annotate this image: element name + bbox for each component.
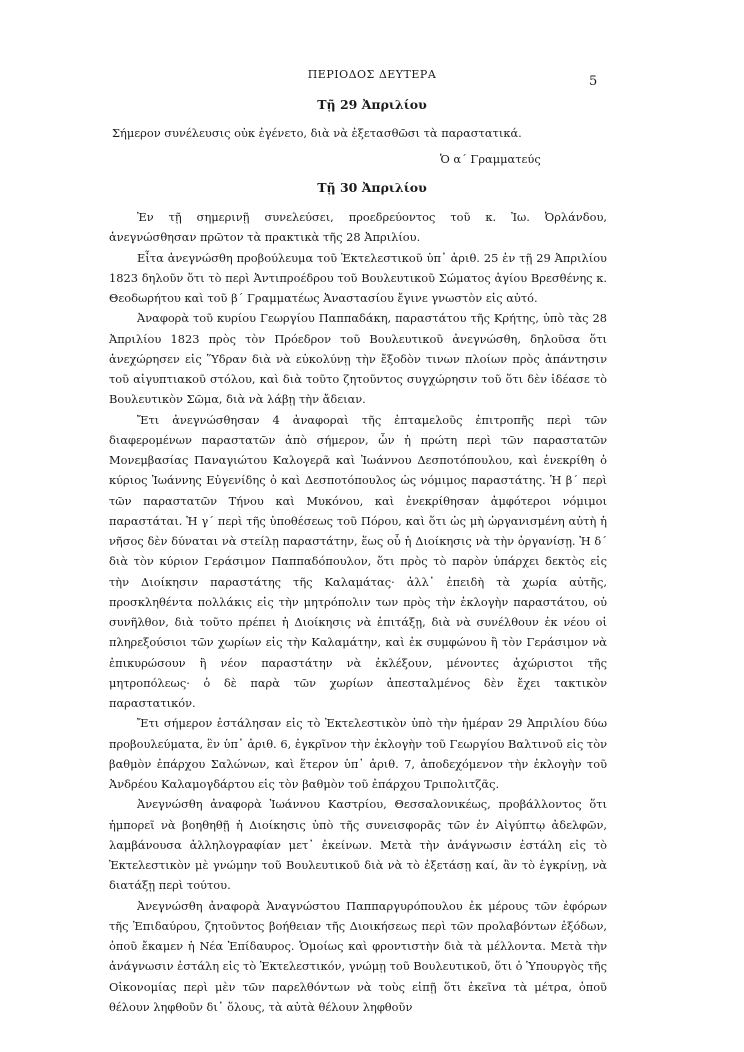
page-number: 5 <box>589 74 598 89</box>
date-heading-30-april: Τῇ 30 Ἀπριλίου <box>317 180 427 195</box>
running-head: ΠΕΡΙΟΔΟΣ ΔΕΥΤΕΡΑ <box>307 68 437 81</box>
no-session-notice: Σήμερον συνέλευσις οὐκ ἐγένετο, διὰ νὰ ἐξετασθῶσι τὰ παραστατικά. <box>112 126 522 140</box>
paragraph-kastrios-report: Ἀνεγνώσθη ἀναφορὰ Ἰωάννου Καστρίου, Θεσσαλονικέως, προβάλλοντος ὅτι ἠμπορεῖ νὰ βοηθηθῇ ἡ Διοίκησις ὑπὸ τῆς συνεισφορᾶς τῶν ἐν Αἰγύπτῳ ἀδελφῶν, λαμβάνουσα ἀλληλογραφίαν μετ᾽ ἐκείνων. Μετὰ τὴν ἀνάγνωσιν ἐστάλη εἰς τὸ Ἐκτελεστικὸν μὲ γνώμην τοῦ Βουλευτικοῦ διὰ νὰ τὸ ἐξετάσῃ καί, ἂν τὸ ἐγκρίνῃ, νὰ διατάξῃ περὶ τούτου. <box>109 797 607 893</box>
paragraph-pappadakis-report: Ἀναφορὰ τοῦ κυρίου Γεωργίου Παππαδάκη, παραστάτου τῆς Κρήτης, ὑπὸ τὰς 28 Ἀπριλίου 1823 πρὸς τὸν Πρόεδρον τοῦ Βουλευτικοῦ ἀνεγνώσθη, δηλοῦσα ὅτι ἀνεχώρησεν εἰς Ὕδραν διὰ νὰ εὐκολύνῃ τὴν ἔξοδὸν τινων πλοίων πρὸς ἀπάντησιν τοῦ αἰγυπτιακοῦ στόλου, καὶ διὰ τοῦτο ζητοῦντος συγχώρησιν τοῦ ὅτι δὲν ἰδέασε τὸ Βουλευτικὸν Σῶμα, διὰ νὰ λάβῃ τὴν ἄδειαν. <box>109 311 607 407</box>
secretary-signature: Ὁ α΄ Γραμματεύς <box>440 152 541 166</box>
paragraph-opening: Ἐν τῇ σημερινῇ συνελεύσει, προεδρεύοντος τοῦ κ. Ἰω. Ὀρλάνδου, ἀνεγνώσθησαν πρῶτον τὰ πρακτικὰ τῆς 28 Ἀπριλίου. <box>109 210 607 245</box>
paragraph-committee-reports: Ἔτι ἀνεγνώσθησαν 4 ἀναφοραὶ τῆς ἐπταμελοῦς ἐπιτροπῆς περὶ τῶν διαφερομένων παραστατῶν ἀπὸ σήμερον, ὧν ἡ πρώτη περὶ τῶν παραστατῶν Μονεμβασίας Παναγιώτου Καλογερᾶ καὶ Ἰωάννου Δεσποτόπουλου, καὶ ἐνεκρίθη ὁ κύριος Ἰωάννης Εὐγενίδης ὁ καὶ Δεσποτόπουλος ὡς νόμιμος παραστάτης. Ἡ β΄ περὶ τῶν παραστατῶν Τήνου καὶ Μυκόνου, καὶ ἐνεκρίθησαν ἀμφότεροι νόμιμοι παραστάται. Ἡ γ΄ περὶ τῆς ὑποθέσεως τοῦ Πόρου, καὶ ὅτι ὡς μὴ ὠργανισμένη αὐτὴ ἡ νῆσος δὲν δύναται νὰ στείλῃ παραστάτην, ἕως οὗ ἡ Διοίκησις νὰ τὴν ὀργανίσῃ. Ἡ δ΄ διὰ τὸν κύριον Γεράσιμον Παππαδόπουλον, ὅτι πρὸς τὸ παρὸν ὑπάρχει δεκτὸς εἰς τὴν Διοίκησιν παραστάτης τῆς Καλαμάτας· ἀλλ᾽ ἐπειδὴ τὰ χωρία αὐτῆς, προσκληθέντα πολλάκις εἰς τὴν μητρόπολιν των πρὸς τὴν ἐκλογὴν παραστάτου, οὐ συνῆλθον, διὰ τοῦτο πρέπει ἡ Διοίκησις νὰ ἐπιτάξῃ, διὰ νὰ συνέλθουν ἐκ νέου οἱ πληρεξούσιοι τῶν χωρίων εἰς τὴν Καλαμάτην, καὶ ἐκ συμφώνου ἢ τὸν Γεράσιμον νὰ ἐπικυρώσουν ἢ νέον παραστάτην νὰ ἐκλέξουν, μένοντες ἀχώριστοι τῆς μητροπόλεως· ὁ δὲ παρὰ τῶν χωρίων ἀπεσταλμένος δὲν ἔχει τακτικὸν παραστατικόν. <box>109 412 607 710</box>
session-minutes-body <box>109 207 607 1017</box>
date-heading-29-april: Τῇ 29 Ἀπριλίου <box>317 97 427 112</box>
paragraph-decrees-sent: Ἔτι σήμερον ἐστάλησαν εἰς τὸ Ἐκτελεστικὸν ὑπὸ τὴν ἡμέραν 29 Ἀπριλίου δύω προβουλεύματα, ἓν ὑπ᾽ ἀριθ. 6, ἐγκρῖνον τὴν ἐκλογὴν τοῦ Γεωργίου Βαλτινοῦ εἰς τὸν βαθμὸν ἐπάρχου Σαλώνων, καὶ ἕτερον ὑπ᾽ ἀριθ. 7, ἀποδεχόμενον τὴν ἐκλογὴν τοῦ Ἀνδρέου Καλαμογδάρτου εἰς τὸν βαθμὸν τοῦ ἐπάρχου Τριπολιτζᾶς. <box>109 716 607 791</box>
paragraph-epidaurus-report: Ἀνεγνώσθη ἀναφορὰ Ἀναγνώστου Παππαργυρόπουλου ἐκ μέρους τῶν ἐφόρων τῆς Ἐπιδαύρου, ζητοῦντος βοήθειαν τῆς Διοικήσεως περὶ τῶν προλαβόντων ἐξόδων, ὁποῦ ἔκαμεν ἡ Νέα Ἐπίδαυρος. Ὁμοίως καὶ φροντιστὴν διὰ τὰ μέλλοντα. Μετὰ τὴν ἀνάγνωσιν ἐστάλη εἰς τὸ Ἐκτελεστικόν, γνώμῃ τοῦ Βουλευτικοῦ, ὅτι ὁ Ὑπουργὸς τῆς Οἰκονομίας περὶ μὲν τῶν παρελθόντων νὰ τοὺς εἰπῇ ὅτι ἐκεῖνα τὰ μέτρα, ὁποῦ θέλουν ληφθοῦν δι᾽ ὅλους, τὰ αὐτὰ θέλουν ληφθοῦν <box>109 898 607 1014</box>
paragraph-executive-decree: Εἶτα ἀνεγνώσθη προβούλευμα τοῦ Ἐκτελεστικοῦ ὑπ᾽ ἀριθ. 25 ἐν τῇ 29 Ἀπριλίου 1823 δηλοῦν ὅτι τὸ περὶ Ἀντιπροέδρου τοῦ Βουλευτικοῦ Σώματος ἁγίου Βρεσθένης κ. Θεοδωρήτου καὶ τοῦ β΄ Γραμματέως Ἀναστασίου ἔγινε γνωστὸν εἰς αὐτό. <box>109 250 607 305</box>
